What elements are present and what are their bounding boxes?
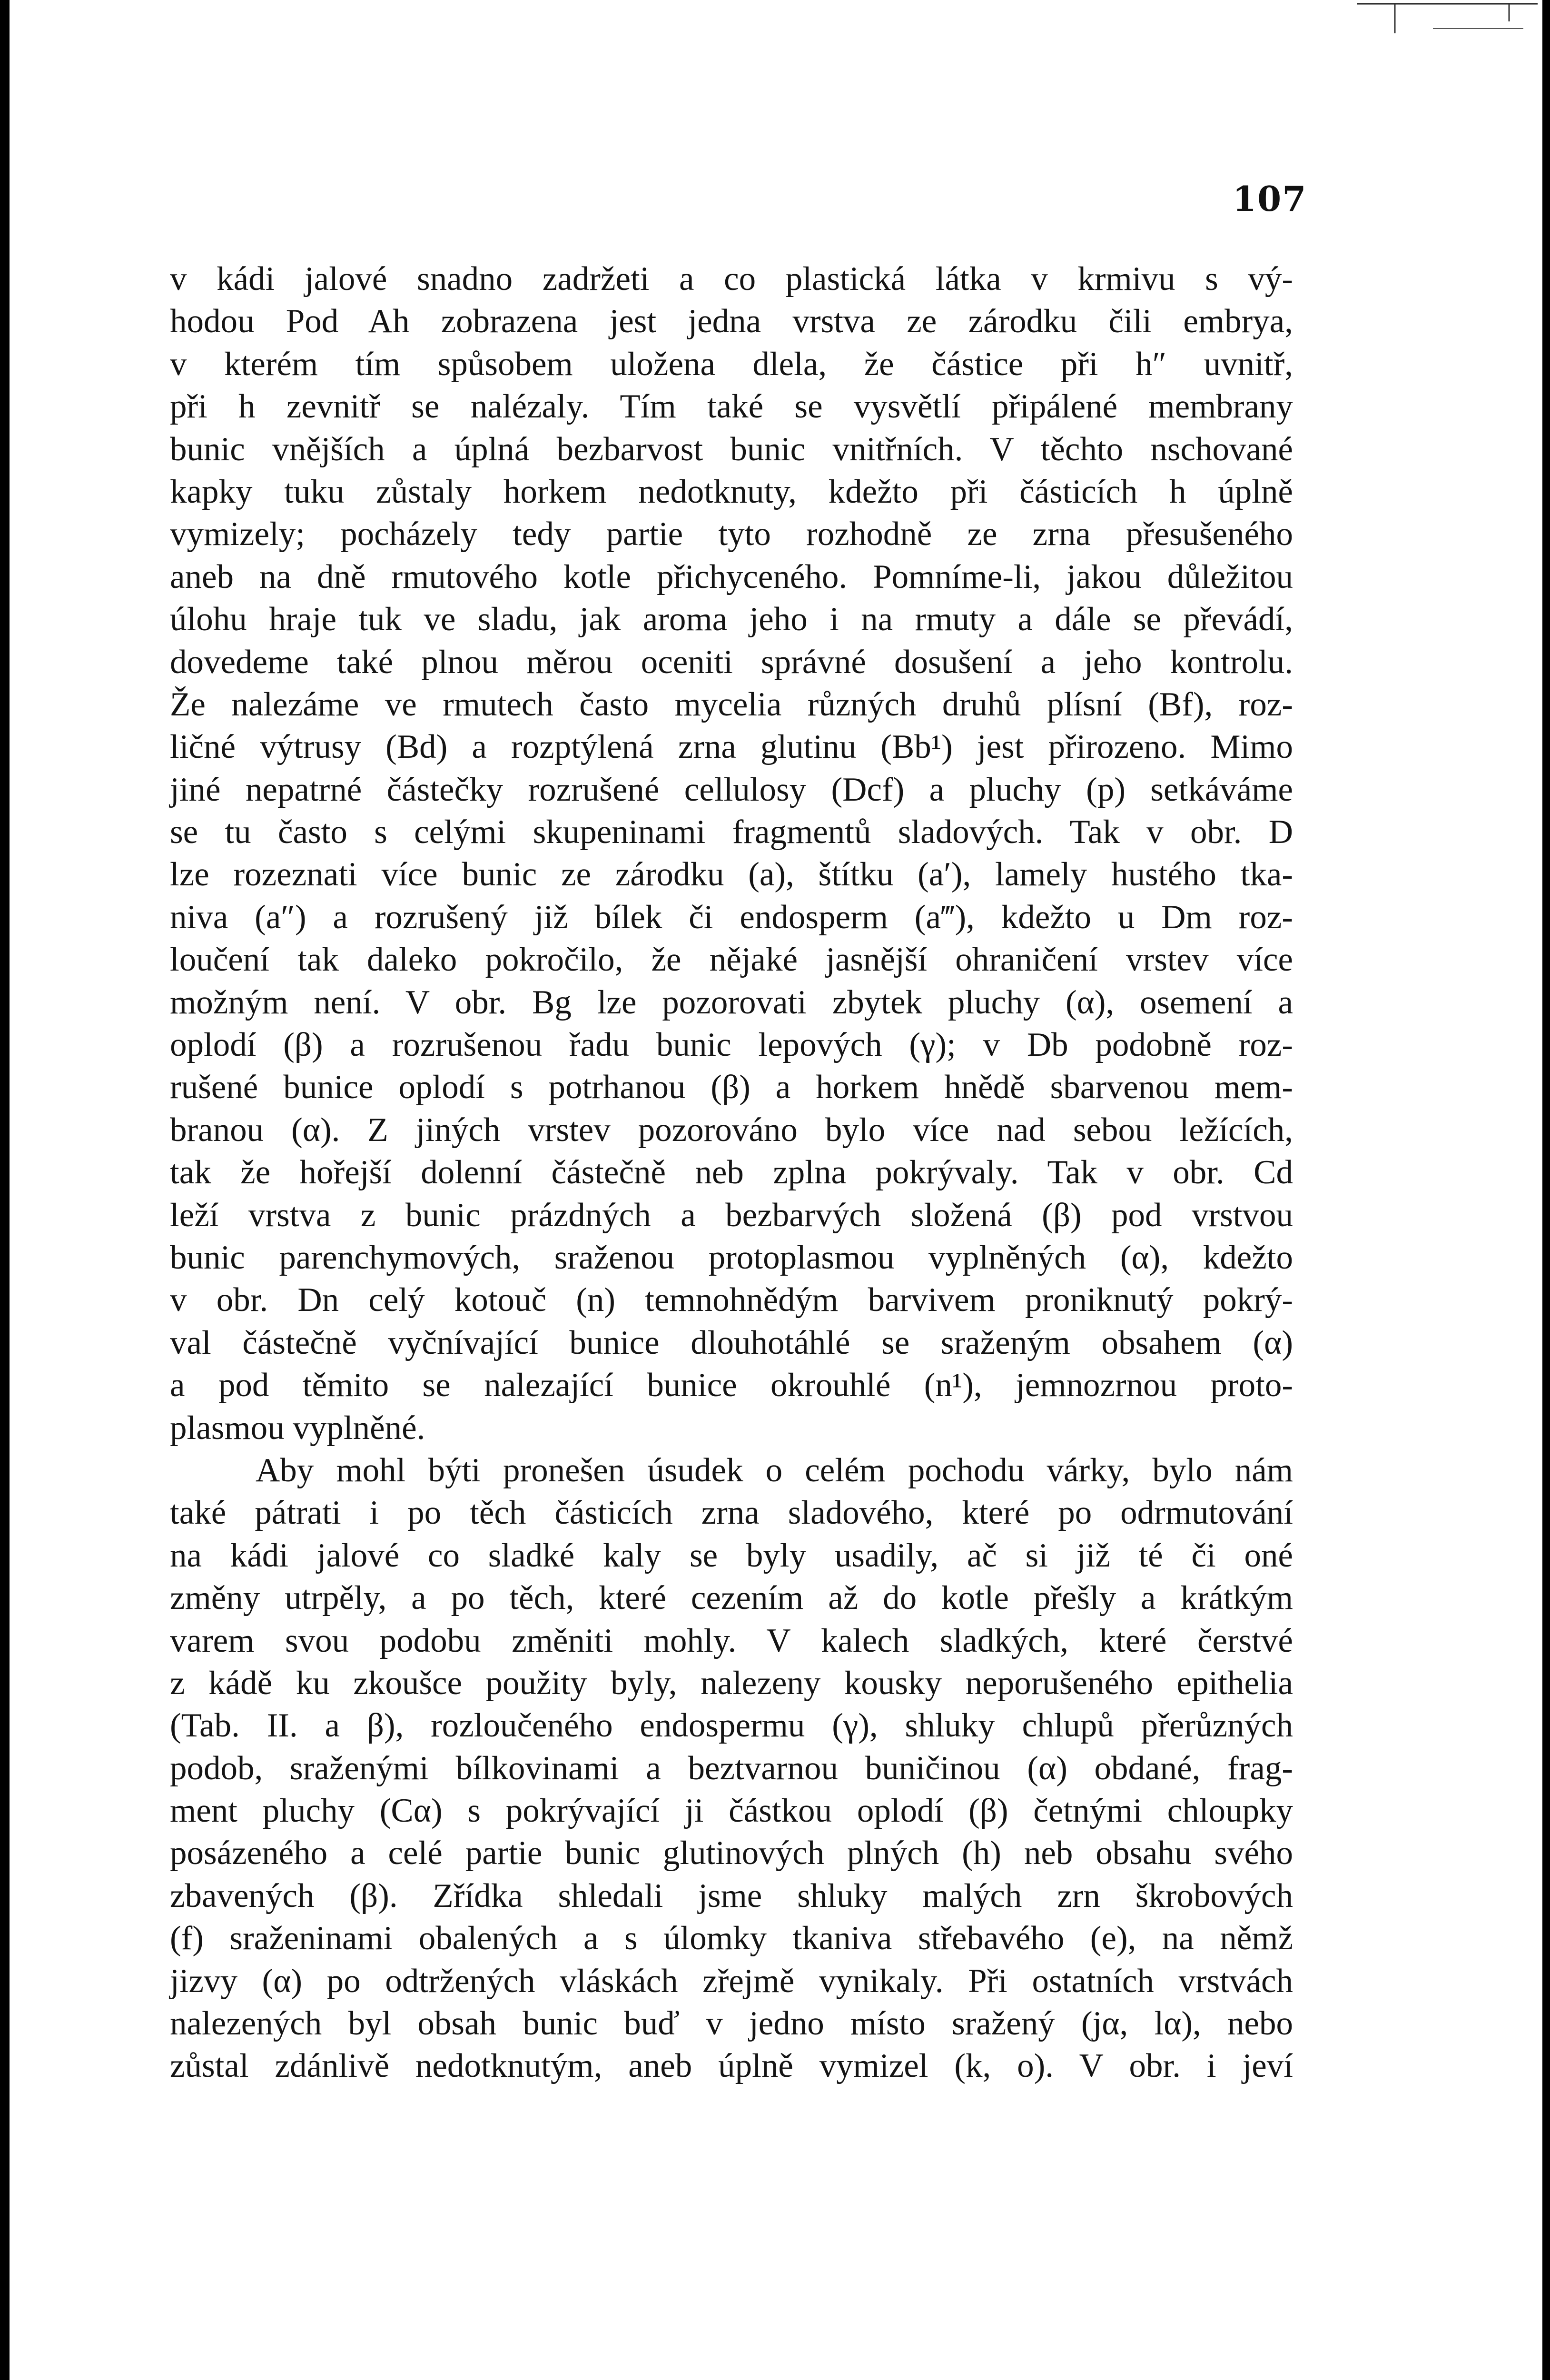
text-line: loučení tak daleko pokročilo, že nějaké jasnější ohraničení vrstev více (170, 941, 1293, 979)
scan-border-right (1542, 0, 1550, 2380)
text-line: leží vrstva z bunic prázdných a bezbarvých složená (β) pod vrstvou (170, 1196, 1293, 1234)
text-line: také pátrati i po těch částicích zrna sladového, které po odrmutování (170, 1494, 1293, 1532)
text-line: v kterém tím spůsobem uložena dlela, že částice při h″ uvnitř, (170, 345, 1293, 383)
text-line: se tu často s celými skupeninami fragmentů sladových. Tak v obr. D (170, 813, 1293, 851)
text-line: v obr. Dn celý kotouč (n) temnohnědým barvivem proniknutý pokrý- (170, 1281, 1293, 1319)
text-line: plasmou vyplněné. (170, 1409, 425, 1447)
text-line: bunic vnějších a úplná bezbarvost bunic vnitřních. V těchto nschované (170, 430, 1293, 468)
text-line: jizvy (α) po odtržených vláskách zřejmě vynikaly. Při ostatních vrstvách (170, 1962, 1293, 2000)
text-line: dovedeme také plnou měrou oceniti správné dosušení a jeho kontrolu. (170, 643, 1293, 681)
text-line: tak že hořejší dolenní částečně neb zplna pokrývaly. Tak v obr. Cd (170, 1154, 1293, 1191)
text-line: Že nalezáme ve rmutech často mycelia různých druhů plísní (Bf), roz- (170, 685, 1293, 723)
text-line: branou (α). Z jiných vrstev pozorováno bylo více nad sebou ležících, (170, 1111, 1293, 1149)
text-line: niva (a″) a rozrušený již bílek či endosperm (a‴), kdežto u Dm roz- (170, 898, 1293, 936)
paragraph-2 (170, 1449, 1293, 2088)
text-line: oplodí (β) a rozrušenou řadu bunic lepových (γ); v Db podobně roz- (170, 1026, 1293, 1064)
text-line: (Tab. II. a β), rozloučeného endospermu (γ), shluky chlupů přerůzných (170, 1707, 1293, 1745)
text-line: bunic parenchymových, sraženou protoplasmou vyplněných (α), kdežto (170, 1239, 1293, 1276)
text-line: varem svou podobu změniti mohly. V kalech sladkých, které čerstvé (170, 1622, 1293, 1659)
text-line: lze rozeznati více bunic ze zárodku (a), štítku (a′), lamely hustého tka- (170, 856, 1293, 893)
text-line: možným není. V obr. Bg lze pozorovati zbytek pluchy (α), osemení a (170, 983, 1293, 1021)
text-line: aneb na dně rmutového kotle přichyceného. Pomníme-li, jakou důležitou (170, 558, 1293, 595)
text-line: zůstal zdánlivě nedotknutým, aneb úplně vymizel (k, o). V obr. i jeví (170, 2047, 1293, 2085)
text-line: změny utrpěly, a po těch, které cezením až do kotle přešly a krátkým (170, 1579, 1293, 1617)
text-line: posázeného a celé partie bunic glutinových plných (h) neb obsahu svého (170, 1835, 1293, 1872)
text-line: podob, sraženými bílkovinami a beztvarnou buničinou (α) obdané, frag- (170, 1749, 1293, 1787)
scan-corner-marks (1343, 0, 1542, 38)
text-line: jiné nepatrné částečky rozrušené cellulosy (Dcf) a pluchy (p) setkáváme (170, 771, 1293, 808)
text-line: nalezených byl obsah bunic buď v jedno místo sražený (jα, lα), nebo (170, 2005, 1293, 2043)
text-line: hodou Pod Ah zobrazena jest jedna vrstva ze zárodku čili embrya, (170, 303, 1293, 340)
text-line: při h zevnitř se nalézaly. Tím také se vysvětlí připálené membrany (170, 388, 1293, 426)
text-line: Aby mohl býti pronešen úsudek o celém pochodu várky, bylo nám (256, 1451, 1293, 1489)
paragraph-1 (170, 258, 1293, 1449)
text-line: úlohu hraje tuk ve sladu, jak aroma jeho i na rmuty a dále se převádí, (170, 601, 1293, 638)
text-line: zbavených (β). Zřídka shledali jsme shluky malých zrn škrobových (170, 1877, 1293, 1914)
text-line: na kádi jalové co sladké kaly se byly usadily, ač si již té či oné (170, 1537, 1293, 1574)
text-line: kapky tuku zůstaly horkem nedotknuty, kdežto při částicích h úplně (170, 473, 1293, 510)
text-line: v kádi jalové snadno zadržeti a co plastická látka v krmivu s vý- (170, 260, 1293, 298)
text-line: rušené bunice oplodí s potrhanou (β) a horkem hnědě sbarvenou mem- (170, 1069, 1293, 1106)
text-line: a pod těmito se nalezající bunice okrouhlé (n¹), jemnozrnou proto- (170, 1367, 1293, 1404)
text-line: z kádě ku zkoušce použity byly, nalezeny kousky neporušeného epithelia (170, 1664, 1293, 1702)
text-line: (f) sraženinami obalených a s úlomky tkaniva střebavého (e), na němž (170, 1920, 1293, 1957)
page-number: 107 (1233, 178, 1307, 219)
text-line: ličné výtrusy (Bd) a rozptýlená zrna glutinu (Bb¹) jest přirozeno. Mimo (170, 728, 1293, 766)
scan-border-left (0, 0, 10, 2380)
body-text (170, 258, 1293, 2088)
text-line: val částečně vyčnívající bunice dlouhotáhlé se sraženým obsahem (α) (170, 1324, 1293, 1361)
text-line: vymizely; pocházely tedy partie tyto rozhodně ze zrna přesušeného (170, 516, 1293, 553)
text-line: ment pluchy (Cα) s pokrývající ji částkou oplodí (β) četnými chloupky (170, 1792, 1293, 1830)
